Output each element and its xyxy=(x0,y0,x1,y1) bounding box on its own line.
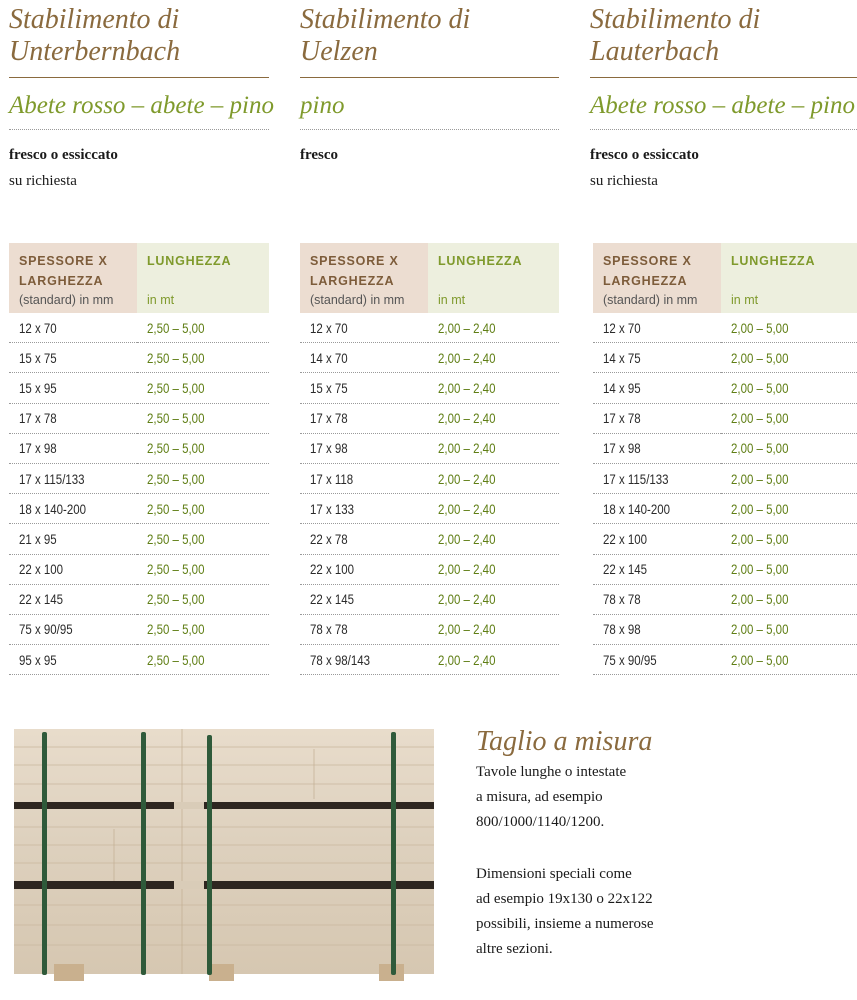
size-cell xyxy=(300,645,428,675)
size-value: 22 x 145 xyxy=(19,591,64,608)
length-cell xyxy=(428,403,559,433)
size-cell xyxy=(9,494,137,524)
table-row xyxy=(593,313,857,343)
length-value: 2,00 – 2,40 xyxy=(438,349,496,366)
table-row xyxy=(300,343,559,373)
header-size-line1: SPESSORE X xyxy=(19,254,108,268)
length-cell xyxy=(137,554,269,584)
length-cell xyxy=(428,343,559,373)
header-size-line2: LARGHEZZA xyxy=(310,274,395,288)
length-value: 2,00 – 2,40 xyxy=(438,500,496,517)
length-cell xyxy=(428,494,559,524)
table-row xyxy=(593,584,857,614)
condition-label: fresco o essiccato xyxy=(590,147,699,163)
header-length-label: LUNGHEZZA xyxy=(731,254,816,268)
size-value: 17 x 98 xyxy=(603,440,641,457)
header-size-line2: LARGHEZZA xyxy=(19,274,104,288)
length-cell xyxy=(721,463,857,493)
title-line-1: Stabilimento di xyxy=(590,4,761,35)
length-cell xyxy=(428,524,559,554)
size-cell xyxy=(300,584,428,614)
size-value: 22 x 145 xyxy=(603,561,648,578)
size-cell xyxy=(9,373,137,403)
header-length-label: LUNGHEZZA xyxy=(438,254,523,268)
title-divider xyxy=(590,77,857,78)
table-row xyxy=(9,403,269,433)
header-length xyxy=(721,243,857,313)
title-divider xyxy=(9,77,269,78)
size-cell xyxy=(593,614,721,644)
size-value: 17 x 98 xyxy=(19,440,57,457)
length-cell xyxy=(137,313,269,343)
table-row xyxy=(300,313,559,343)
header-length-label: LUNGHEZZA xyxy=(147,254,232,268)
length-cell xyxy=(428,584,559,614)
length-value: 2,00 – 5,00 xyxy=(731,530,789,547)
length-value: 2,50 – 5,00 xyxy=(147,440,205,457)
table-row xyxy=(9,614,269,644)
size-cell xyxy=(593,463,721,493)
header-length-unit: in mt xyxy=(147,293,175,307)
condition-note xyxy=(300,172,559,190)
header-size-unit: (standard) in mm xyxy=(310,293,405,307)
length-cell xyxy=(428,614,559,644)
size-value: 17 x 78 xyxy=(603,410,641,427)
length-value: 2,00 – 2,40 xyxy=(438,440,496,457)
length-value: 2,00 – 5,00 xyxy=(731,470,789,487)
paragraph-line: Dimensioni speciali come xyxy=(476,866,632,882)
size-value: 15 x 75 xyxy=(310,379,348,396)
table-row xyxy=(300,373,559,403)
size-cell xyxy=(300,433,428,463)
length-cell xyxy=(721,584,857,614)
table-header-row xyxy=(300,243,559,313)
size-value: 22 x 100 xyxy=(310,561,355,578)
length-cell xyxy=(721,373,857,403)
length-value: 2,00 – 5,00 xyxy=(731,651,789,668)
length-cell xyxy=(137,614,269,644)
size-value: 75 x 90/95 xyxy=(603,651,657,668)
size-cell xyxy=(300,343,428,373)
size-value: 78 x 78 xyxy=(603,591,641,608)
table-row xyxy=(300,554,559,584)
header-size-unit: (standard) in mm xyxy=(603,293,698,307)
custom-cut-title: Taglio a misura xyxy=(476,726,653,757)
length-cell xyxy=(721,645,857,675)
table-row xyxy=(593,614,857,644)
size-value: 15 x 75 xyxy=(19,349,57,366)
size-cell xyxy=(593,313,721,343)
header-size-line1: SPESSORE X xyxy=(310,254,399,268)
length-value: 2,50 – 5,00 xyxy=(147,500,205,517)
title-line-1: Stabilimento di xyxy=(300,4,471,35)
wood-species: Abete rosso – abete – pino xyxy=(9,92,275,119)
length-value: 2,00 – 2,40 xyxy=(438,621,496,638)
size-cell xyxy=(300,614,428,644)
length-value: 2,00 – 5,00 xyxy=(731,379,789,396)
table-row xyxy=(9,645,269,675)
header-size xyxy=(300,243,428,313)
size-cell xyxy=(300,524,428,554)
size-cell xyxy=(300,554,428,584)
size-value: 17 x 98 xyxy=(310,440,348,457)
plant-title xyxy=(590,4,857,68)
size-value: 15 x 95 xyxy=(19,379,57,396)
table-row xyxy=(300,433,559,463)
length-cell xyxy=(721,433,857,463)
size-value: 18 x 140-200 xyxy=(19,500,87,517)
size-value: 78 x 98/143 xyxy=(310,651,371,668)
length-value: 2,50 – 5,00 xyxy=(147,591,205,608)
size-cell xyxy=(9,554,137,584)
header-length xyxy=(137,243,269,313)
size-cell xyxy=(9,524,137,554)
length-cell xyxy=(137,584,269,614)
table-row xyxy=(593,494,857,524)
wood-species: Abete rosso – abete – pino xyxy=(590,92,856,119)
length-value: 2,50 – 5,00 xyxy=(147,530,205,547)
table-row xyxy=(300,524,559,554)
length-value: 2,00 – 2,40 xyxy=(438,319,496,336)
table-row xyxy=(593,554,857,584)
table-row xyxy=(9,554,269,584)
header-length xyxy=(428,243,559,313)
size-cell xyxy=(593,373,721,403)
length-cell xyxy=(428,554,559,584)
length-value: 2,00 – 2,40 xyxy=(438,591,496,608)
size-value: 17 x 78 xyxy=(19,410,57,427)
table-row xyxy=(9,373,269,403)
length-value: 2,00 – 5,00 xyxy=(731,319,789,336)
header-size xyxy=(593,243,721,313)
dimensions-table xyxy=(300,243,559,675)
condition-note: su richiesta xyxy=(9,173,77,189)
size-value: 12 x 70 xyxy=(310,319,348,336)
table-row xyxy=(9,313,269,343)
title-line-1: Stabilimento di xyxy=(9,4,180,35)
size-cell xyxy=(593,433,721,463)
size-value: 78 x 78 xyxy=(310,621,348,638)
size-cell xyxy=(300,373,428,403)
dotted-divider xyxy=(9,129,269,130)
header-length-unit: in mt xyxy=(731,293,759,307)
table-row xyxy=(593,343,857,373)
title-divider xyxy=(300,77,559,78)
length-cell xyxy=(137,463,269,493)
plant-title xyxy=(300,4,559,68)
length-cell xyxy=(137,524,269,554)
size-value: 75 x 90/95 xyxy=(19,621,73,638)
paragraph-line: Tavole lunghe o intestate xyxy=(476,764,627,780)
table-row xyxy=(300,645,559,675)
table-row xyxy=(300,584,559,614)
size-cell xyxy=(9,403,137,433)
table-row xyxy=(9,584,269,614)
size-cell xyxy=(593,494,721,524)
condition-note: su richiesta xyxy=(590,173,658,189)
size-cell xyxy=(593,403,721,433)
length-value: 2,00 – 5,00 xyxy=(731,500,789,517)
size-cell xyxy=(9,313,137,343)
length-cell xyxy=(137,494,269,524)
length-cell xyxy=(721,343,857,373)
header-length-unit: in mt xyxy=(438,293,466,307)
table-row xyxy=(593,373,857,403)
table-header-row xyxy=(593,243,857,313)
table-row xyxy=(300,494,559,524)
plant-column-lauterbach xyxy=(590,0,857,668)
dotted-divider xyxy=(590,129,857,130)
length-cell xyxy=(721,494,857,524)
paragraph-line: possibili, insieme a numerose xyxy=(476,916,654,932)
size-value: 78 x 98 xyxy=(603,621,641,638)
size-value: 17 x 115/133 xyxy=(19,470,85,487)
condition-label: fresco o essiccato xyxy=(9,147,118,163)
table-row xyxy=(9,494,269,524)
size-cell xyxy=(9,343,137,373)
plant-title xyxy=(9,4,269,68)
size-cell xyxy=(300,463,428,493)
table-row xyxy=(593,463,857,493)
length-value: 2,50 – 5,00 xyxy=(147,349,205,366)
table-row xyxy=(593,524,857,554)
length-value: 2,50 – 5,00 xyxy=(147,319,205,336)
size-cell xyxy=(9,645,137,675)
table-row xyxy=(593,403,857,433)
length-cell xyxy=(428,313,559,343)
length-cell xyxy=(721,403,857,433)
header-size-unit: (standard) in mm xyxy=(19,293,114,307)
table-row xyxy=(593,433,857,463)
size-value: 22 x 78 xyxy=(310,530,348,547)
length-value: 2,00 – 2,40 xyxy=(438,530,496,547)
paragraph-line: 800/1000/1140/1200. xyxy=(476,814,605,830)
length-cell xyxy=(137,343,269,373)
length-cell xyxy=(428,373,559,403)
size-cell xyxy=(9,614,137,644)
table-row xyxy=(9,433,269,463)
size-cell xyxy=(593,584,721,614)
size-cell xyxy=(9,584,137,614)
length-value: 2,00 – 5,00 xyxy=(731,410,789,427)
length-cell xyxy=(721,614,857,644)
size-value: 22 x 145 xyxy=(310,591,355,608)
table-header-row xyxy=(9,243,269,313)
table-row xyxy=(300,463,559,493)
table-row xyxy=(300,614,559,644)
paragraph-line: a misura, ad esempio xyxy=(476,789,603,805)
dimensions-table xyxy=(9,243,269,675)
title-line-2: Lauterbach xyxy=(590,36,720,67)
size-cell xyxy=(9,433,137,463)
length-cell xyxy=(137,433,269,463)
size-value: 17 x 115/133 xyxy=(603,470,669,487)
length-value: 2,00 – 5,00 xyxy=(731,621,789,638)
length-cell xyxy=(721,313,857,343)
size-cell xyxy=(593,343,721,373)
size-value: 14 x 95 xyxy=(603,379,641,396)
length-value: 2,00 – 2,40 xyxy=(438,379,496,396)
length-cell xyxy=(721,524,857,554)
length-value: 2,50 – 5,00 xyxy=(147,410,205,427)
size-cell xyxy=(593,645,721,675)
size-value: 17 x 78 xyxy=(310,410,348,427)
length-cell xyxy=(428,645,559,675)
size-value: 22 x 100 xyxy=(603,530,648,547)
length-value: 2,50 – 5,00 xyxy=(147,470,205,487)
length-value: 2,00 – 2,40 xyxy=(438,651,496,668)
size-value: 14 x 70 xyxy=(310,349,348,366)
size-value: 17 x 133 xyxy=(310,500,355,517)
header-size-line2: LARGHEZZA xyxy=(603,274,688,288)
table-row xyxy=(9,463,269,493)
length-value: 2,00 – 5,00 xyxy=(731,349,789,366)
length-value: 2,50 – 5,00 xyxy=(147,561,205,578)
header-size xyxy=(9,243,137,313)
dotted-divider xyxy=(300,129,559,130)
table-row xyxy=(593,645,857,675)
table-row xyxy=(9,343,269,373)
length-value: 2,00 – 2,40 xyxy=(438,470,496,487)
size-cell xyxy=(300,403,428,433)
table-row xyxy=(300,403,559,433)
length-cell xyxy=(137,373,269,403)
size-cell xyxy=(9,463,137,493)
header-size-line1: SPESSORE X xyxy=(603,254,692,268)
size-cell xyxy=(300,313,428,343)
length-value: 2,00 – 5,00 xyxy=(731,440,789,457)
size-cell xyxy=(593,524,721,554)
length-cell xyxy=(721,554,857,584)
paragraph-line: ad esempio 19x130 o 22x122 xyxy=(476,891,653,907)
plant-column-unterbernbach xyxy=(9,0,275,668)
title-line-2: Uelzen xyxy=(300,36,378,67)
condition-label: fresco xyxy=(300,147,339,163)
title-line-2: Unterbernbach xyxy=(9,36,181,67)
length-cell xyxy=(428,463,559,493)
length-cell xyxy=(137,645,269,675)
plant-column-uelzen xyxy=(300,0,559,668)
size-cell xyxy=(300,494,428,524)
size-value: 21 x 95 xyxy=(19,530,57,547)
length-cell xyxy=(137,403,269,433)
length-value: 2,50 – 5,00 xyxy=(147,651,205,668)
length-value: 2,00 – 5,00 xyxy=(731,561,789,578)
size-value: 18 x 140-200 xyxy=(603,500,671,517)
length-value: 2,50 – 5,00 xyxy=(147,379,205,396)
lumber-stack-photo xyxy=(14,729,434,981)
custom-cut-paragraph-1 xyxy=(476,760,736,835)
size-value: 17 x 118 xyxy=(310,470,354,487)
size-value: 12 x 70 xyxy=(603,319,641,336)
size-value: 14 x 75 xyxy=(603,349,641,366)
paragraph-line: altre sezioni. xyxy=(476,941,553,957)
length-value: 2,00 – 5,00 xyxy=(731,591,789,608)
length-value: 2,50 – 5,00 xyxy=(147,621,205,638)
size-value: 95 x 95 xyxy=(19,651,57,668)
length-cell xyxy=(428,433,559,463)
size-cell xyxy=(593,554,721,584)
size-value: 22 x 100 xyxy=(19,561,64,578)
custom-cut-paragraph-2 xyxy=(476,862,736,962)
table-row xyxy=(9,524,269,554)
wood-species: pino xyxy=(300,92,345,119)
size-value: 12 x 70 xyxy=(19,319,57,336)
dimensions-table xyxy=(593,243,857,675)
length-value: 2,00 – 2,40 xyxy=(438,410,496,427)
length-value: 2,00 – 2,40 xyxy=(438,561,496,578)
